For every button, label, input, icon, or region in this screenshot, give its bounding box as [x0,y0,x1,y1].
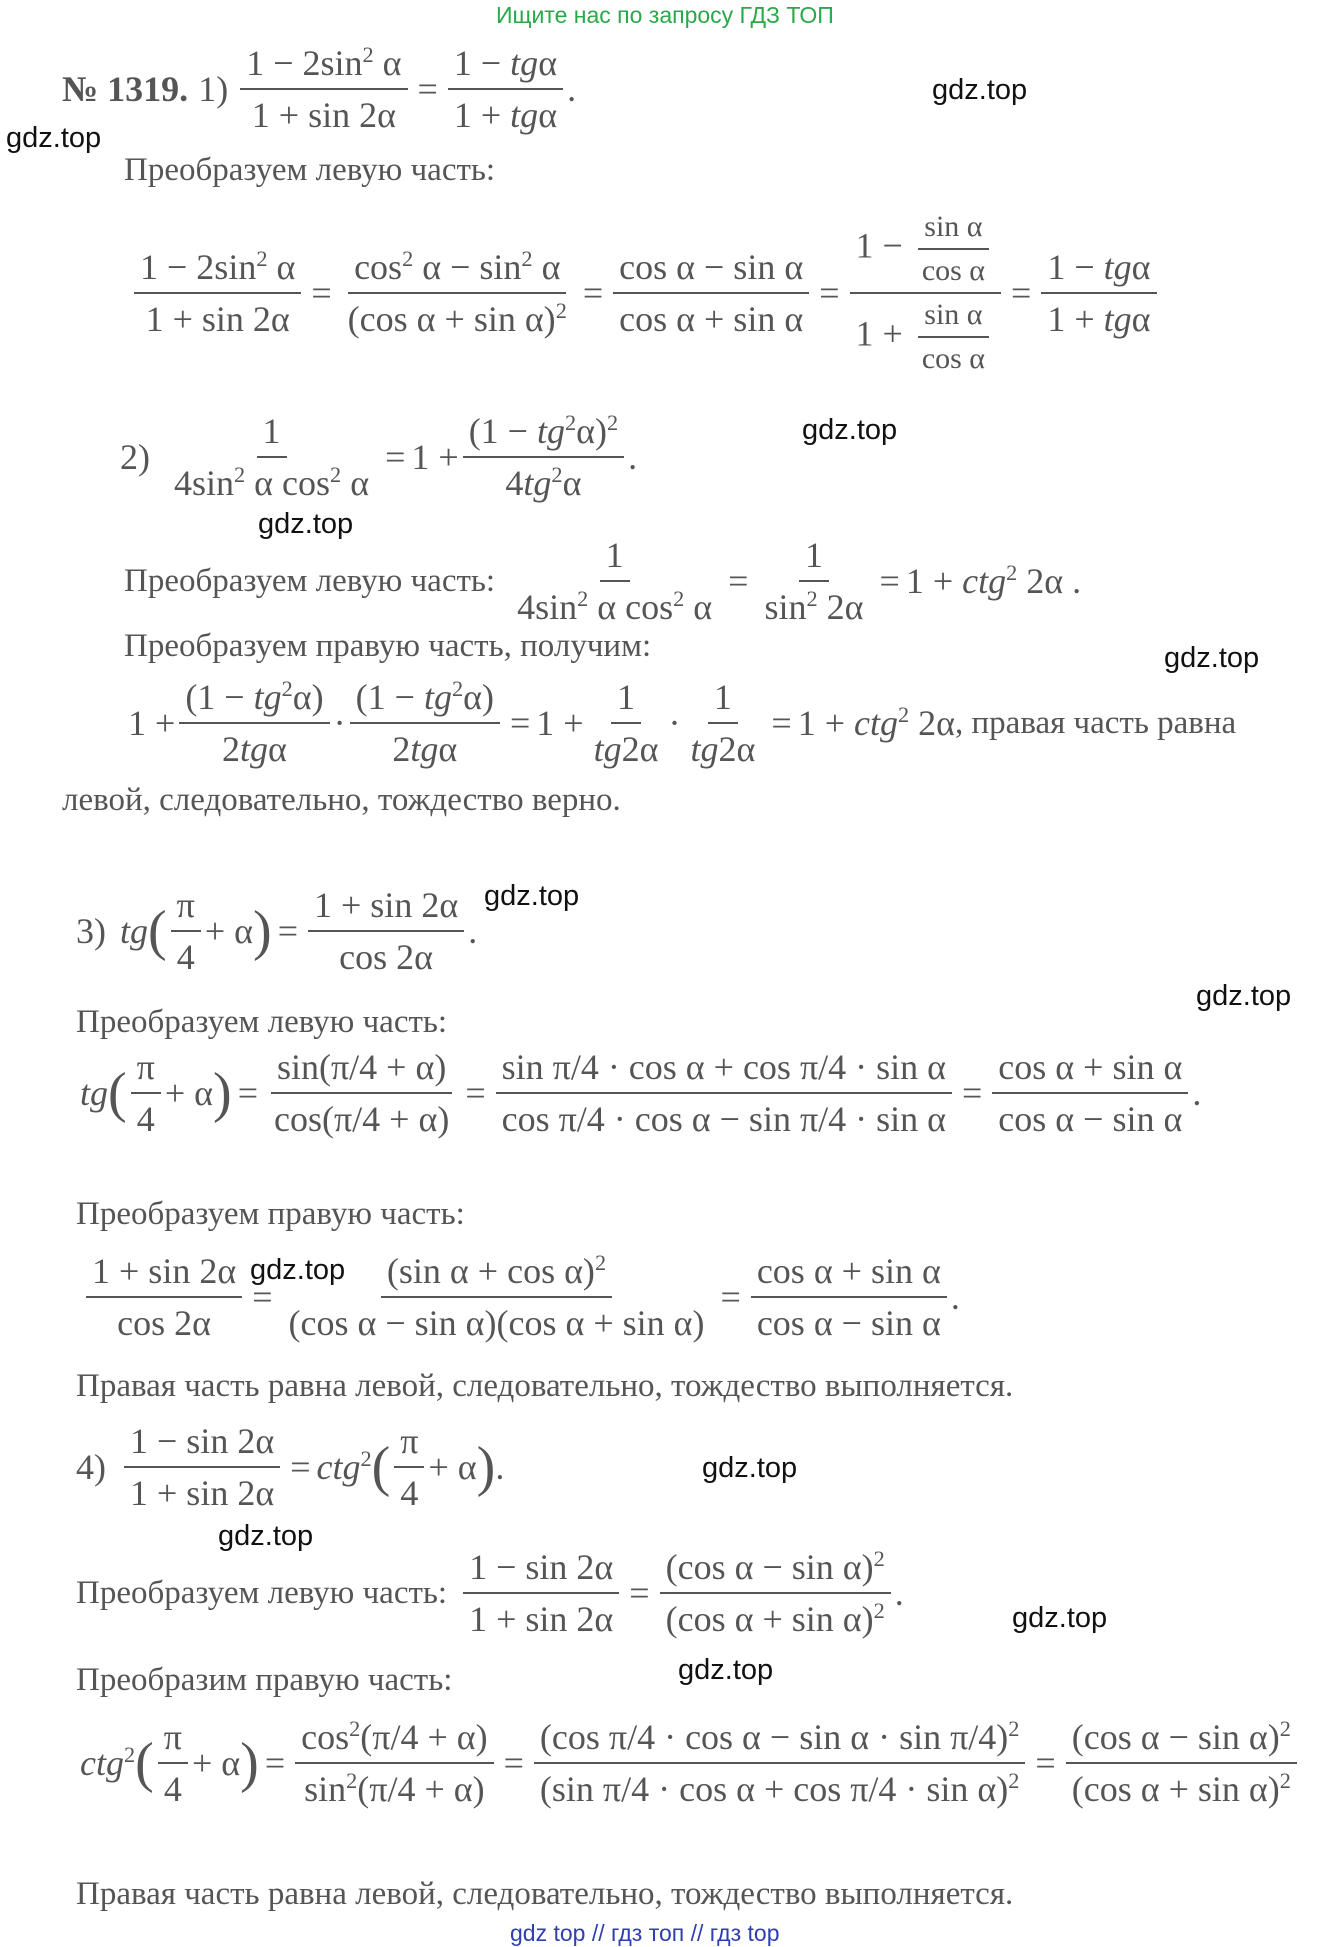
part4-right-derivation: ctg$^2$ ( $\frac{\pi}{4}$ + α ) = $\frac{\cos^2(\pi/4 + \alpha)}{\sin^2(\pi/4 + \alpha)}$ = $\frac{(\cos \pi/4 \cdot \cos \alpha - \sin \alpha \cdot \sin \pi/4)^2}{(\sin \pi/4 \cdot \cos \alpha + \cos \pi/4 \cdot \sin \alpha)^2}$ = $\frac{(\cos \alpha - \sin \alpha)^2}{(\cos \alpha + \sin \alpha)^2}$ [80,1716,1301,1810]
part2-conclusion-inline: , правая часть равна [955,704,1237,741]
part3-left-derivation: tg ( $\frac{\pi}{4}$ + α ) = $\frac{\sin(\pi/4 + \alpha)}{\cos(\pi/4 + \alpha)}$ = $\frac{\text{sin π/4 · cos α + cos π/4 · sin α}}{\text{cos π/4 · cos α − sin π/4 · sin α}}$ = $\frac{\text{cos α + sin α}}{\text{cos α − sin α}}$ . [80,1047,1202,1139]
part4-left-row: Преобразуем левую часть: $\frac{1 - \sin 2\alpha}{1 + \sin 2\alpha}$ = $\frac{(\cos \alpha - \sin \alpha)^2}{(\cos \alpha + \sin \alpha)^2}$ . [76,1546,904,1639]
part2-right-intro: Преобразуем правую часть, получим: [124,628,652,664]
part4-conclusion: Правая часть равна левой, следовательно, тождество выполняется. [76,1876,1014,1912]
part3-statement: 3) tg ( $\frac{\pi}{4}$ + α ) = $\frac{1 + \sin 2\alpha}{\cos 2\alpha}$ . [76,885,478,977]
part4-left-intro: Преобразуем левую часть: [76,1574,448,1611]
part3-right-intro: Преобразуем правую часть: [76,1196,465,1232]
part2-statement: 2) $\frac{1}{4\sin^2 \alpha \cos^2 \alpha}$ = 1 + $\frac{(1 - tg^2\alpha)^2}{4tg^2\alpha}$ . [120,410,638,503]
watermark: gdz.top [258,508,354,540]
watermark: gdz.top [802,414,898,446]
watermark: gdz.top [484,880,580,912]
watermark: gdz.top [1196,980,1292,1012]
watermark: gdz.top [932,74,1028,106]
footer-links[interactable]: gdz top // гдз топ // гдз top [510,1920,780,1946]
watermark: gdz.top [1164,642,1260,674]
part3-label: 3) [76,911,106,951]
watermark: gdz.top [6,122,102,154]
part2-left-intro: Преобразуем левую часть: [124,562,496,599]
watermark: gdz.top [218,1520,314,1552]
part2-conclusion: левой, следовательно, тождество верно. [62,782,621,818]
part4-right-intro: Преобразим правую часть: [76,1662,453,1698]
part4-statement: 4) $\frac{1 - \sin 2\alpha}{1 + \sin 2\alpha}$ = ctg$^2$ ( $\frac{\pi}{4}$ + α ) . [76,1421,505,1513]
watermark: gdz.top [702,1452,798,1484]
watermark: gdz.top [1012,1602,1108,1634]
watermark: gdz.top [678,1654,774,1686]
part3-conclusion: Правая часть равна левой, следовательно, тождество выполняется. [76,1368,1014,1404]
part1-statement: № 1319. 1) $\frac{1 - 2\sin^2 \alpha}{1 + \sin 2\alpha}$ = $\frac{\text{1 − tgα}}{\text{1 + tgα}}$ . [62,42,577,135]
watermark: gdz.top [250,1254,346,1286]
part2-label: 2) [120,437,150,477]
part1-intro: Преобразуем левую часть: [124,152,496,188]
header-link[interactable]: Ищите нас по запросу ГДЗ ТОП [496,2,834,28]
part4-label: 4) [76,1447,106,1487]
part2-right-row: 1 + $\frac{(1 - tg^2\alpha)}{\text{2tgα}}$ · $\frac{(1 - tg^2\alpha)}{\text{2tgα}}$ = 1 + $\frac{1}{tg2\alpha}$ · $\frac{1}{tg2\alpha}$ = 1 + ctg$^2$ 2α , правая часть равна [128,676,1237,769]
part1-label: 1) [198,69,229,109]
part3-left-intro: Преобразуем левую часть: [76,1004,448,1040]
part3-right-derivation: $\frac{1 + \sin 2\alpha}{\cos 2\alpha}$ = $\frac{(\sin \alpha + \cos \alpha)^2}{\text{(cos α − sin α)(cos α + sin α)}}$ = $\frac{\text{cos α + sin α}}{\text{cos α − sin α}}$ . [82,1250,960,1344]
part1-derivation: $\frac{1 - 2\sin^2 \alpha}{1 + \sin 2\alpha}$ = $\frac{\cos^2 \alpha - \sin^2 \alpha}{(\cos \alpha + \sin \alpha)^2}$ = $\frac{\text{cos α − sin α}}{\text{cos α + sin α}}$ = 1 − $\frac{\text{sin α}}{\text{cos α}}$ 1 + $\frac{\text{sin α}}{\text{cos α}}$ = $\frac{\text{1 − tgα}}{\text{1 + tgα}}$ [130,210,1161,376]
problem-number: № 1319. [62,69,189,109]
part2-left-row: Преобразуем левую часть: $\frac{1}{4\sin^2 \alpha \cos^2 \alpha}$ = $\frac{1}{\sin^2 2\alpha}$ = 1 + ctg$^2$ 2α . [124,535,1082,627]
